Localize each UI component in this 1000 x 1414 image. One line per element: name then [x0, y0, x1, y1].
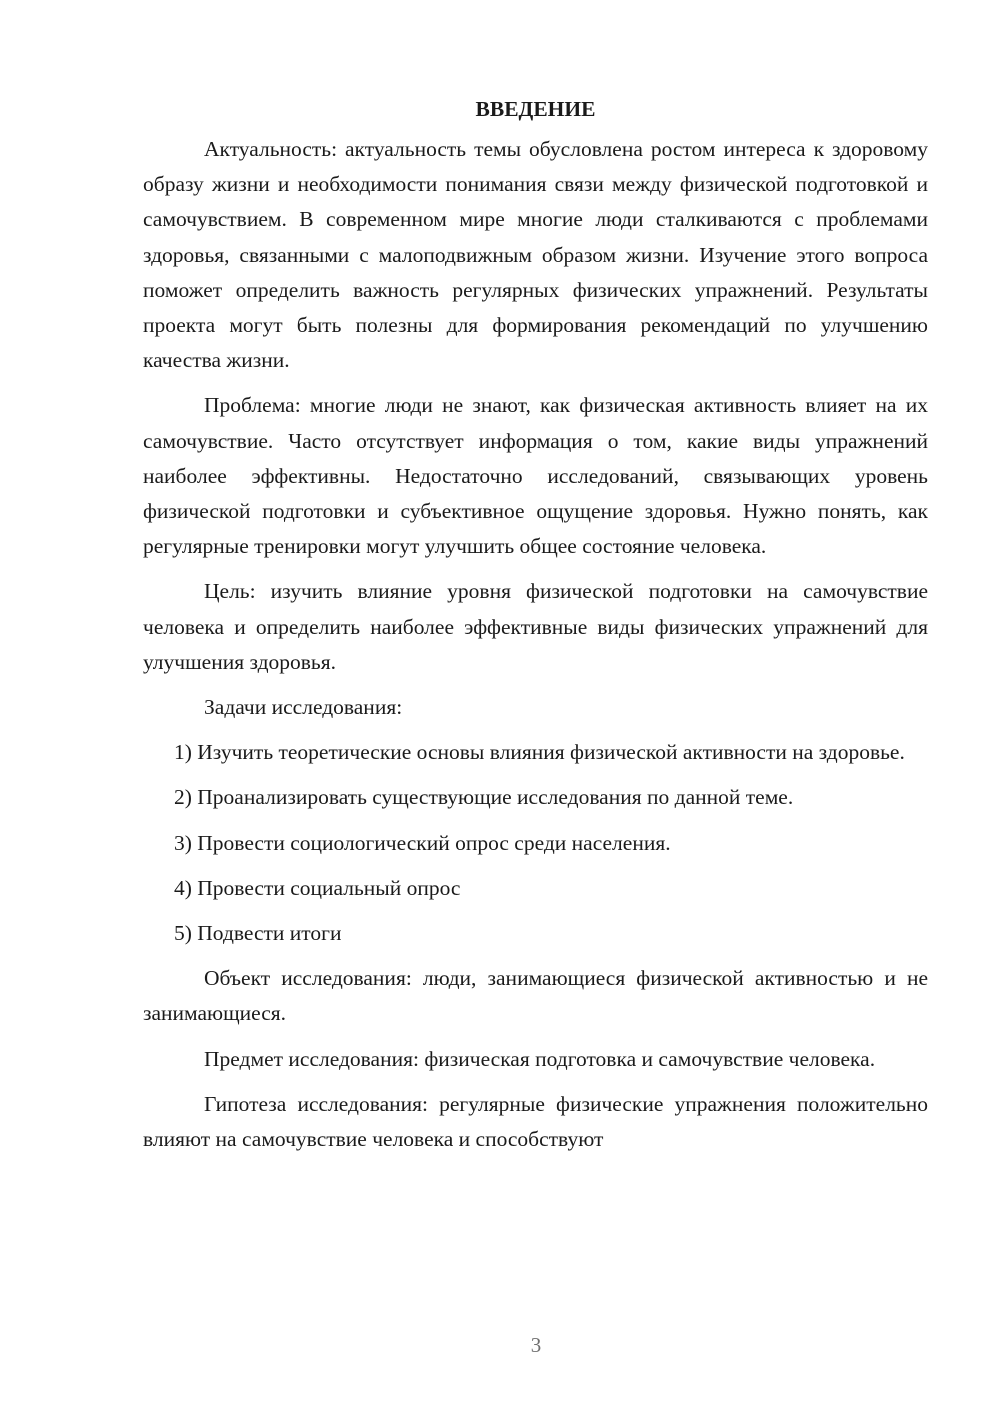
goal-paragraph: Цель: изучить влияние уровня физической подготовки на самочувствие человека и определить наиболее эффективные виды физических упражнений для улучшения здоровья.	[143, 579, 928, 674]
task-item: 5) Подвести итоги	[174, 921, 342, 946]
document-page	[143, 92, 928, 1157]
task-item: 3) Провести социологический опрос среди населения.	[174, 830, 671, 855]
relevance-paragraph: Актуальность: актуальность темы обусловлена ростом интереса к здоровому образу жизни и необходимости понимания связи между физической подготовкой и самочувствием. В современном мире многие люди сталкиваются с проблемами здоровья, связанными с малоподвижным образом жизни. Изучение этого вопроса поможет определить важность регулярных физических упражнений. Результаты проекта могут быть полезны для формирования рекомендаций по улучшению качества жизни.	[143, 137, 928, 373]
tasks-heading: Задачи исследования:	[204, 695, 403, 720]
page-number: 3	[530, 1333, 542, 1357]
object-paragraph: Объект исследования: люди, занимающиеся физической активностью и не занимающиеся.	[143, 966, 928, 1026]
hypothesis-paragraph: Гипотеза исследования: регулярные физические упражнения положительно влияют на самочувствие человека и способствуют	[143, 1091, 928, 1152]
tasks-list	[143, 735, 928, 951]
page-title: ВВЕДЕНИЕ	[475, 97, 596, 121]
subject-paragraph: Предмет исследования: физическая подготовка и самочувствие человека.	[204, 1046, 876, 1071]
task-item: 1) Изучить теоретические основы влияния физической активности на здоровье.	[174, 740, 905, 765]
problem-paragraph: Проблема: многие люди не знают, как физическая активность влияет на их самочувствие. Часто отсутствует информация о том, какие виды упражнений наиболее эффективны. Недостаточно исследований, связывающих уровень физической подготовки и субъективное ощущение здоровья. Нужно понять, как регулярные тренировки могут улучшить общее состояние человека.	[143, 393, 928, 559]
task-item: 4) Провести социальный опрос	[174, 875, 461, 900]
task-item: 2) Проанализировать существующие исследования по данной теме.	[174, 785, 794, 810]
